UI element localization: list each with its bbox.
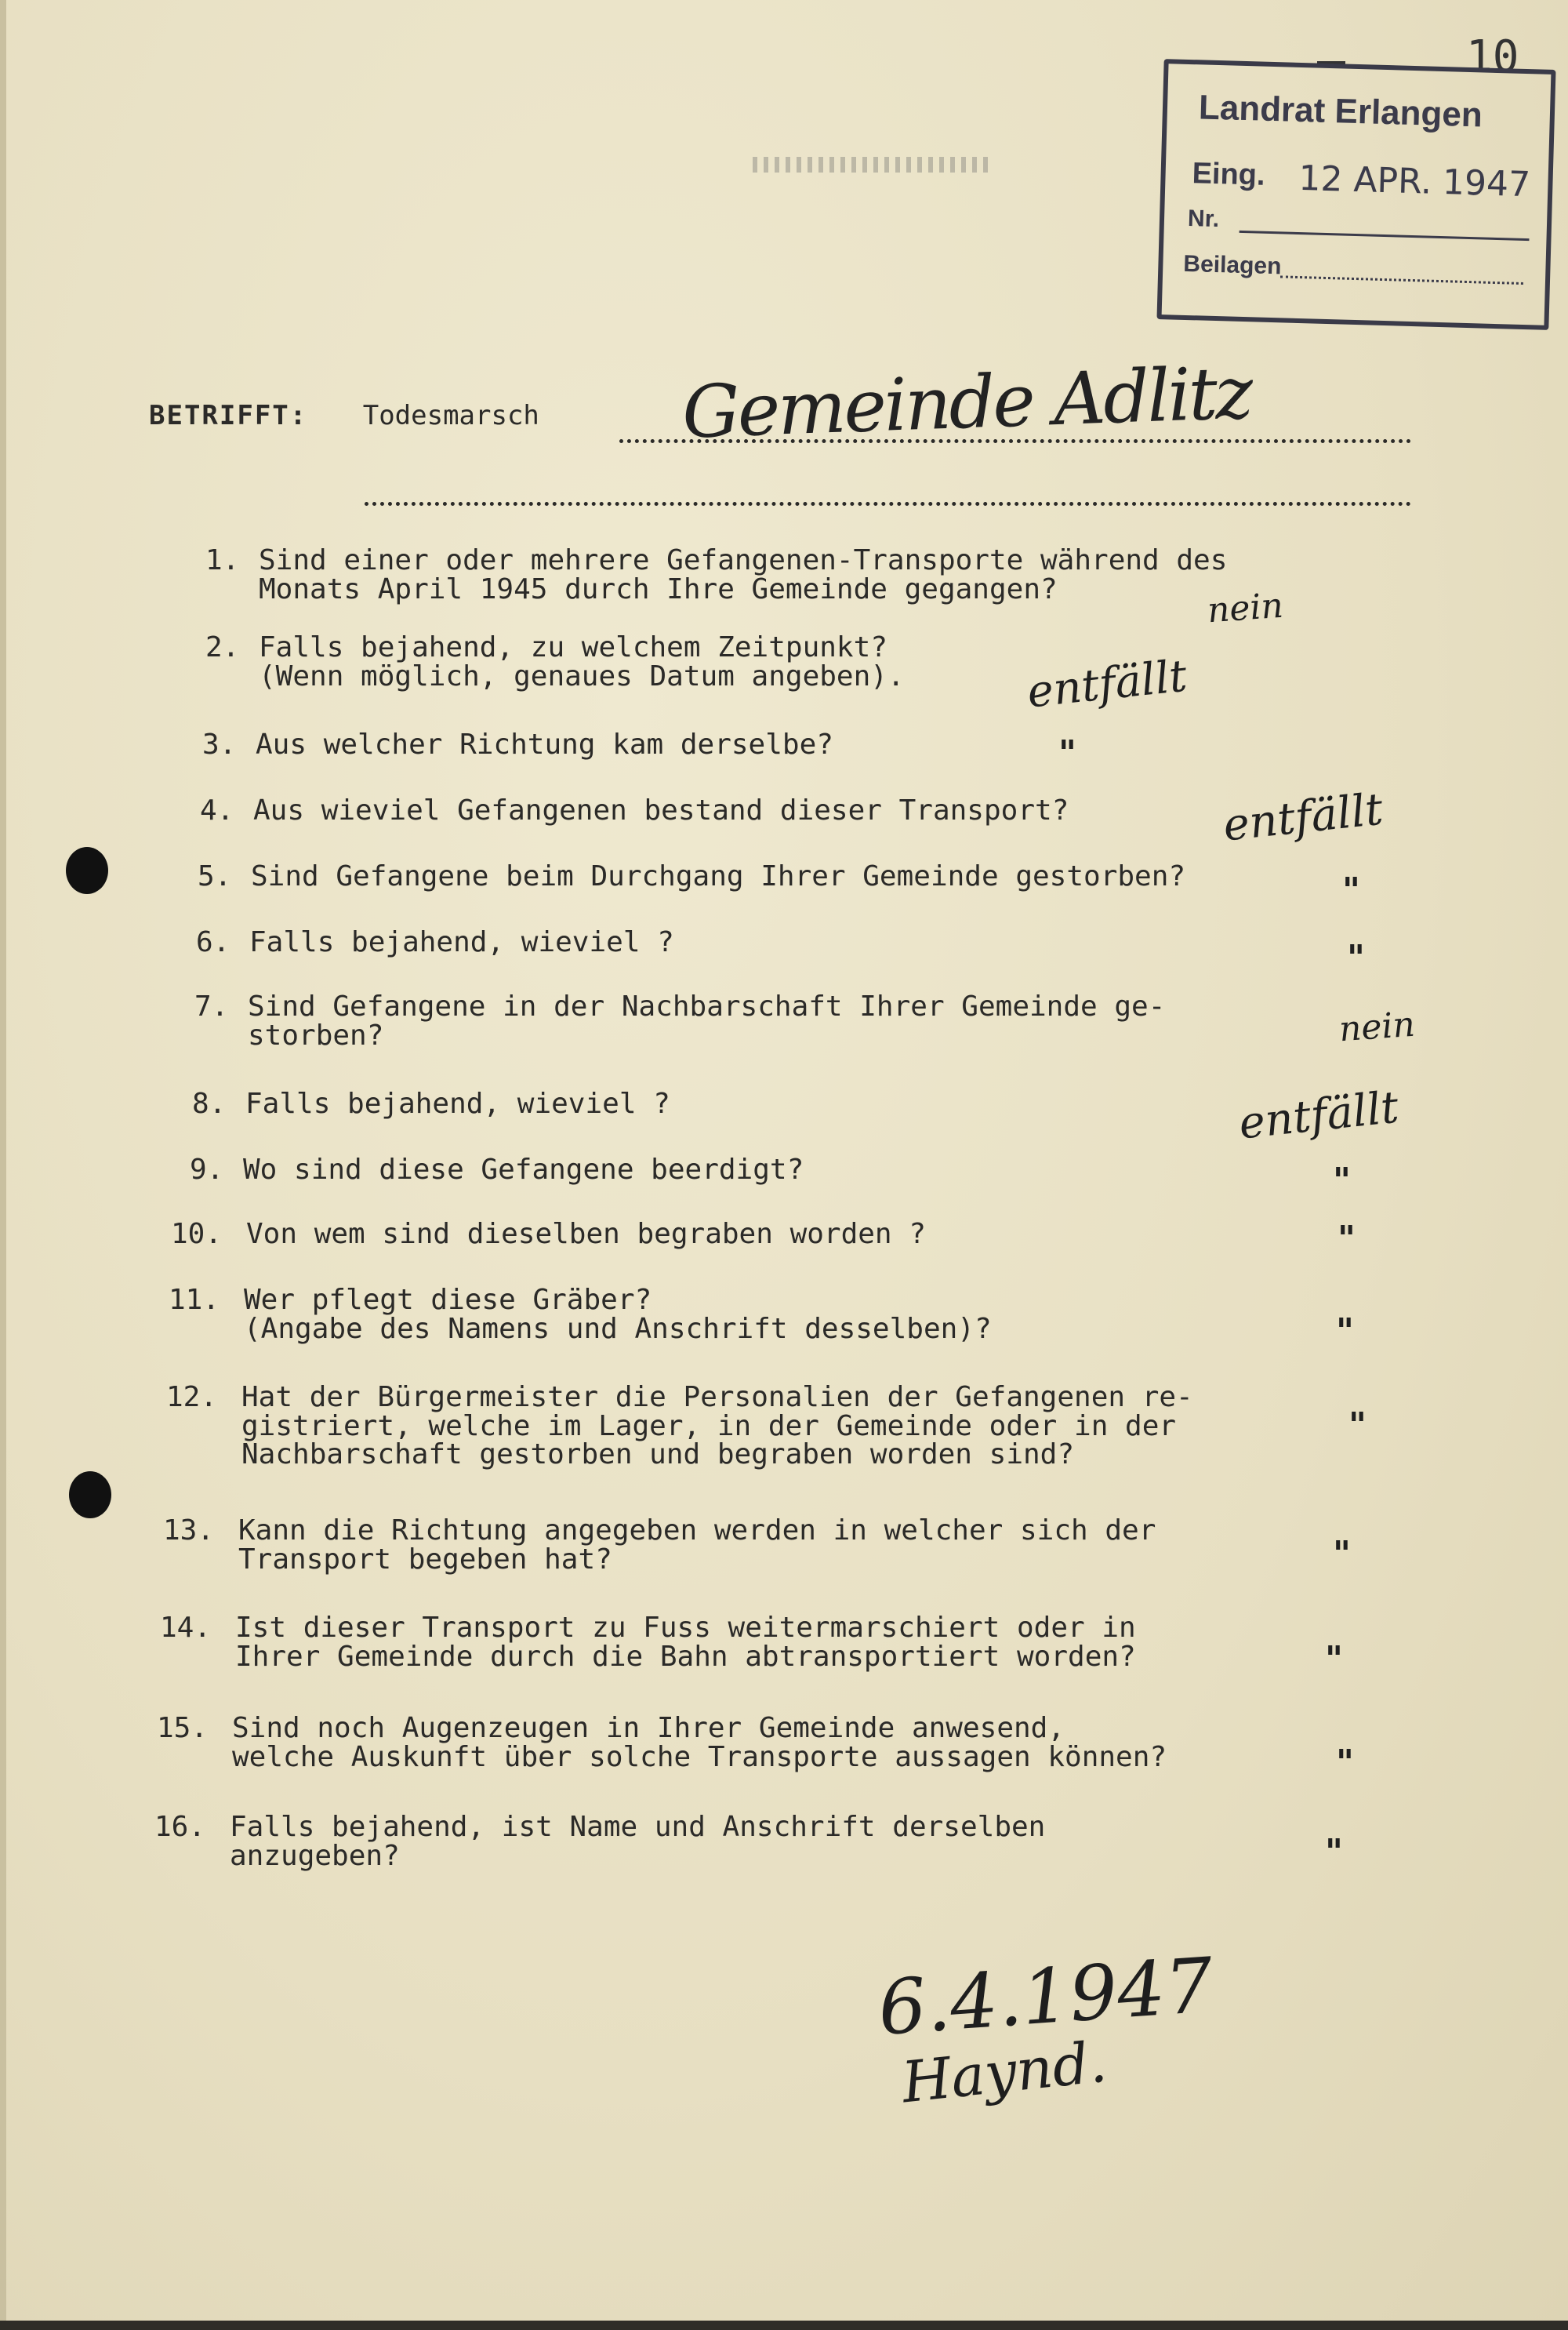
stamp-eing-label: Eing.	[1192, 157, 1266, 192]
answer-10: "	[1338, 1219, 1356, 1259]
answer-13: "	[1333, 1534, 1351, 1574]
question-item: 12. Hat der Bürgermeister die Personalien der Gefangenen re- gistriert, welche im Lager, in der Gemeinde oder in der Nachbarschaft gestorben und begraben worden sind?	[166, 1381, 1193, 1471]
answer-8: entfällt	[1236, 1081, 1401, 1150]
question-item: 16. Falls bejahend, ist Name und Anschrift derselben anzugeben?	[154, 1811, 1046, 1872]
answer-12: "	[1348, 1405, 1367, 1445]
question-item: 11. Wer pflegt diese Gräber? (Angabe des Namens und Anschrift desselben)?	[169, 1284, 992, 1345]
question-item: 13. Kann die Richtung angegeben werden in welcher sich der Transport begeben hat?	[163, 1514, 1156, 1576]
question-item: 1. Sind einer oder mehrere Gefangenen-Transporte während des Monats April 1945 durch Ihre Gemeinde gegangen?	[205, 544, 1228, 605]
punch-hole-top	[66, 847, 108, 894]
answer-16: "	[1325, 1832, 1343, 1872]
subject-label: BETRIFFT:	[149, 400, 308, 431]
answer-4: entfällt	[1221, 783, 1385, 852]
answer-2: entfällt	[1025, 650, 1189, 718]
signature-name: Haynd.	[898, 2028, 1110, 2116]
subject-text: Todesmarsch	[362, 400, 539, 431]
question-item: 2. Falls bejahend, zu welchem Zeitpunkt? (Wenn möglich, genaues Datum angeben).	[205, 631, 905, 692]
answer-5: "	[1342, 871, 1360, 911]
question-item: 6. Falls bejahend, wieviel ?	[196, 926, 674, 958]
answer-7: nein	[1338, 1004, 1417, 1050]
page-number: 10	[1466, 31, 1519, 82]
question-item: 15. Sind noch Augenzeugen in Ihrer Gemeinde anwesend, welche Auskunft über solche Transporte aussagen können?	[157, 1712, 1167, 1773]
handwritten-place: Gemeinde Adlitz	[681, 351, 1253, 455]
stamp-date: 12 APR. 1947	[1298, 158, 1531, 205]
question-item: 9. Wo sind diese Gefangene beerdigt?	[190, 1154, 804, 1186]
answer-6: "	[1347, 938, 1365, 978]
answer-14: "	[1325, 1639, 1343, 1679]
stamp-nr-label: Nr.	[1187, 205, 1220, 233]
answer-15: "	[1336, 1743, 1354, 1783]
punch-hole-bottom	[69, 1471, 111, 1518]
stamp-beilagen-label: Beilagen	[1182, 250, 1282, 280]
question-item: 3. Aus welcher Richtung kam derselbe?	[202, 729, 833, 761]
question-item: 8. Falls bejahend, wieviel ?	[192, 1088, 670, 1120]
answer-9: "	[1333, 1161, 1351, 1201]
answer-1: nein	[1206, 585, 1285, 631]
signature-date: 6.4.1947	[875, 1941, 1216, 2052]
answer-3: "	[1058, 733, 1076, 773]
question-item: 14. Ist dieser Transport zu Fuss weitermarschiert oder in Ihrer Gemeinde durch die Bahn abtransportiert worden?	[160, 1612, 1136, 1673]
question-item: 7. Sind Gefangene in der Nachbarschaft Ihrer Gemeinde ge- storben?	[194, 991, 1166, 1052]
question-item: 4. Aus wieviel Gefangenen bestand dieser Transport?	[200, 794, 1069, 827]
question-item: 5. Sind Gefangene beim Durchgang Ihrer Gemeinde gestorben?	[198, 860, 1186, 892]
question-item: 10. Von wem sind dieselben begraben worden ?	[171, 1218, 926, 1250]
answer-11: "	[1336, 1311, 1354, 1351]
stamp-title: Landrat Erlangen	[1198, 88, 1483, 135]
